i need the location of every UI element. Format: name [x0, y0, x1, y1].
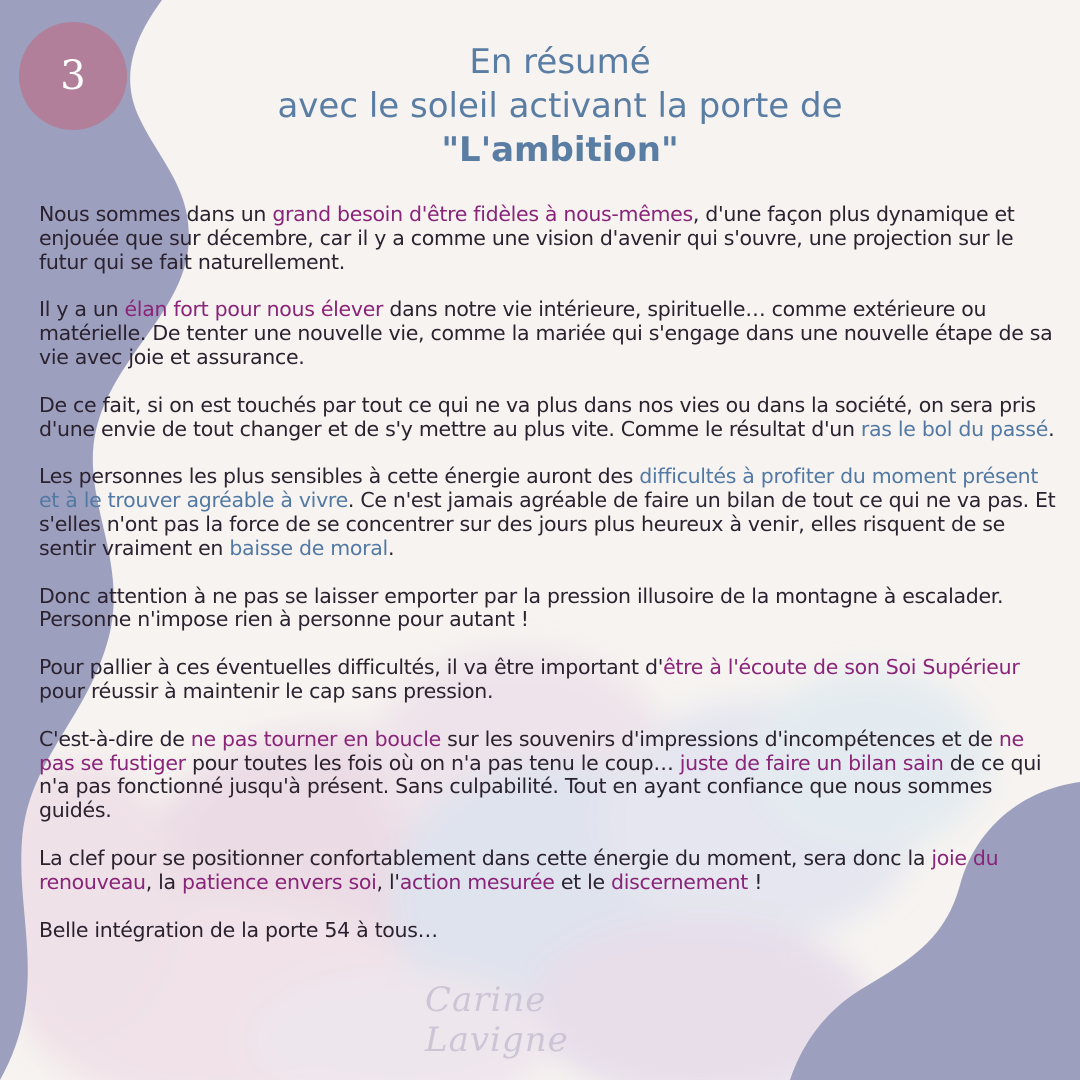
- step-number-badge: [19, 22, 127, 130]
- highlight-purple: action mesurée: [399, 869, 555, 894]
- text-segment: Belle intégration de la porte 54 à tous…: [39, 917, 438, 942]
- page-title: [160, 40, 960, 172]
- text-segment: et le: [554, 869, 612, 894]
- paragraph: [39, 585, 1059, 633]
- text-segment: C'est-à-dire de: [39, 726, 191, 751]
- text-segment: , l': [376, 869, 400, 894]
- text-segment: pour réussir à maintenir le cap sans pression.: [39, 678, 494, 703]
- highlight-purple: joie du renouveau: [39, 845, 999, 894]
- text-segment: Nous sommes dans un: [39, 202, 273, 226]
- highlight-purple: grand besoin d'être fidèles à nous-mêmes: [272, 202, 693, 226]
- text-segment: .: [1048, 416, 1055, 441]
- text-segment: dans notre vie intérieure, spirituelle… comme extérieure ou matérielle. De tenter une nouvelle vie, comme la mariée qui s'engage dans une nouvelle étape de sa vie avec joie et assurance.: [39, 297, 1053, 369]
- title-line-1: En résumé: [469, 42, 651, 82]
- text-segment: , d'une façon plus dynamique et enjouée que sur décembre, car il y a comme une vision d'avenir qui s'ouvre, une projection sur le futur qui se fait naturellement.: [39, 202, 1015, 274]
- title-line-3: "L'ambition": [441, 130, 679, 170]
- title-line-2: avec le soleil activant la porte de: [277, 86, 843, 126]
- highlight-purple: juste de faire un bilan sain: [679, 750, 944, 775]
- text-segment: Les personnes les plus sensibles à cette énergie auront des: [39, 464, 640, 489]
- highlight-blue: ras le bol du passé: [860, 416, 1049, 441]
- highlight-blue: baisse de moral: [229, 535, 388, 560]
- summary-text: [39, 203, 1059, 966]
- signature: Carine Lavigne: [425, 980, 569, 1060]
- paragraph: [39, 298, 1059, 369]
- paragraph: [39, 656, 1059, 704]
- highlight-purple: ne pas se fustiger: [39, 726, 1024, 775]
- text-segment: pour toutes les fois où on n'a pas tenu le coup…: [185, 750, 680, 775]
- highlight-purple: être à l'écoute de son Soi Supérieur: [663, 655, 1020, 680]
- highlight-purple: discernement: [611, 869, 748, 894]
- text-segment: Pour pallier à ces éventuelles difficultés, il va être important d': [39, 655, 664, 680]
- paragraph: [39, 394, 1059, 442]
- paragraph: [39, 465, 1059, 560]
- highlight-purple: patience envers soi: [182, 869, 377, 894]
- text-segment: sur les souvenirs d'impressions d'incompétences et de: [440, 726, 999, 751]
- text-segment: , la: [145, 869, 183, 894]
- paragraph: [39, 203, 1059, 274]
- highlight-purple: élan fort pour nous élever: [124, 297, 384, 322]
- text-segment: De ce fait, si on est touchés par tout ce qui ne va plus dans nos vies ou dans la société, on sera pris d'une envie de tout changer et de s'y mettre au plus vite. Comme le résultat d'un: [39, 392, 1036, 441]
- text-segment: Donc attention à ne pas se laisser emporter par la pression illusoire de la montagne à escalader. Personne n'impose rien à personne pour autant !: [39, 583, 1004, 632]
- step-number: 3: [60, 53, 86, 99]
- paragraph: [39, 847, 1059, 895]
- highlight-purple: ne pas tourner en boucle: [190, 726, 441, 751]
- paragraph: [39, 919, 1059, 943]
- paragraph: [39, 728, 1059, 823]
- text-segment: de ce qui n'a pas fonctionné jusqu'à présent. Sans culpabilité. Tout en ayant confiance que nous sommes guidés.: [39, 750, 1042, 823]
- text-segment: !: [748, 869, 763, 894]
- highlight-blue: difficultés à profiter du moment présent et à le trouver agréable à vivre: [39, 464, 1039, 513]
- text-segment: La clef pour se positionner confortablement dans cette énergie du moment, sera donc la: [39, 845, 932, 870]
- text-segment: .: [387, 535, 395, 560]
- text-segment: Il y a un: [39, 297, 125, 322]
- text-segment: . Ce n'est jamais agréable de faire un bilan de tout ce qui ne va pas. Et s'elles n'ont pas la force de se concentrer sur des jours plus heureux à venir, elles risquent de se sentir vraiment en: [39, 488, 1056, 560]
